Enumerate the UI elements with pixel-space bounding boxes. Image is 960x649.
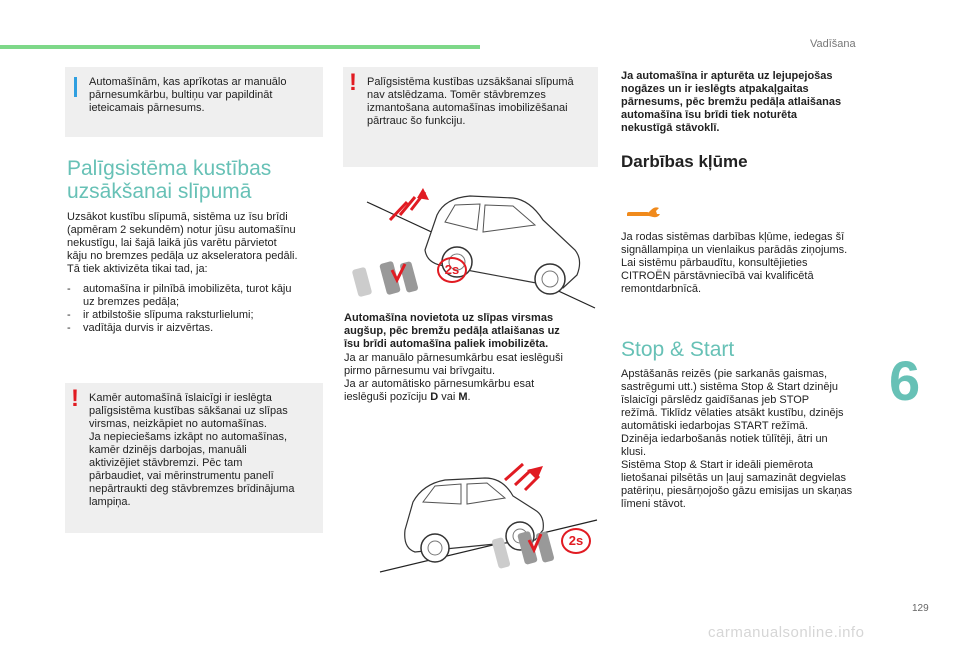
info-icon [74,77,77,97]
wrench-icon [625,205,661,219]
gear-d: D [430,391,439,403]
info-note-text: Automašīnām, kas aprīkotas ar manuālo pārnesumkārbu, bultiņu var papildināt ieteicamais pārnesums. [89,76,287,114]
warning-icon: ! [349,69,357,96]
uphill-text: Ja ar manuālo pārnesumkārbu esat ieslēguši pirmo pārnesumu vai brīvgaitu. Ja ar automātisko pārnesumkārbu esat ieslēguši pozīciju [344,352,563,403]
warning-note-exit-text: Kamēr automašīnā īslaicīgi ir ieslēgta palīgsistēma kustības sākšanai uz slīpas virsmas, neizkāpiet no automašīnas. Ja nepieciešams izkāpt no automašīnas, kamēr dzinējs darbojas, manuāli aktivizējiet stāvbremzi. Pēc tam pārbaudiet, vai mērinstrumentu panelī nepārtraukti deg stāvbremzes brīdinājuma lampiņa. [89,392,295,508]
activation-conditions [67,283,327,335]
stop-start-text: Apstāšanās reizēs (pie sarkanās gaismas, sastrēgumi utt.) sistēma Stop & Start dzinēju īslaicīgi pārslēdz gaidīšanas jeb STOP režīmā. Tiklīdz vēlaties atsākt kustību, dzinējs automātiski iedarbojas START režīmā. Dzinēja iedarbošanās notiek tūlītēji, ātri un klusi. Sistēma Stop & Start ir ideāli piemērota lietošanai pilsētās un ļauj samazināt degvielas patēriņu, piesārņojošo gāzu emisijas un skaņas līmeni stāvot. [621,368,853,510]
page-number: 129 [912,603,929,614]
hill-start-intro: Uzsākot kustību slīpumā, sistēma uz īsu brīdi (apmēram 2 sekundēm) notur jūsu automašīnu nekustīgu, lai šajā laikā jūs varētu pārvietot kāju no bremzes pedāļa uz akseleratora pedāli. Tā tiek aktivizēta tikai tad, ja: [67,211,298,275]
gear-m: M [458,391,468,403]
malfunction-text: Ja rodas sistēmas darbības kļūme, iedegas šī signāllampiņa un vienlaikus parādās ziņojums. Lai sistēmu pārbaudītu, konsultējieties CITROËN pārstāvniecībā vai kvalificētā remontdarbnīcā. [621,231,848,295]
downhill-car-illustration [375,440,600,580]
uphill-period: . [467,391,471,403]
watermark: carmanualsonline.info [708,624,865,641]
section-title: Vadīšana [810,38,856,50]
warning-note-disable-text: Palīgsistēma kustības uzsākšanai slīpumā nav atslēdzama. Tomēr stāvbremzes izmantošana automašīnas imobilizēšanai pārtrauc šo funkciju. [367,76,574,127]
uphill-or: vai [438,391,459,403]
uphill-explanation [344,352,599,404]
warning-icon: ! [71,385,79,412]
hill-start-heading: Palīgsistēma kustības uzsākšanai slīpumā [67,157,272,203]
uphill-car-illustration [345,180,600,310]
list-item: - ir atbilstošie slīpuma raksturlielumi; [67,309,327,322]
chapter-number: 6 [889,349,921,412]
info-note [65,67,323,137]
timer-badge: 2s [561,528,591,554]
top-accent-bar [0,45,480,49]
malfunction-heading: Darbības kļūme [621,152,748,171]
downhill-text: Ja automašīna ir apturēta uz lejupejošas nogāzes un ir ieslēgts atpakaļgaitas pārnesums, pēc bremžu pedāļa atlaišanas automašīna īsu brīdi tiek noturēta nekustīgā stāvoklī. [621,70,842,134]
uphill-heading-text: Automašīna novietota uz slīpas virsmas augšup, pēc bremžu pedāļa atlaišanas uz īsu brīdi automašīna paliek imobilizēta. [344,312,560,350]
list-item: - automašīna ir pilnībā imobilizēta, turot kāju uz bremzes pedāļa; [67,283,327,309]
warning-note-exit [65,383,323,533]
stop-start-heading: Stop & Start [621,338,735,361]
list-item: - vadītāja durvis ir aizvērtas. [67,322,327,335]
timer-badge: 2s [437,257,467,283]
warning-note-disable [343,67,598,167]
